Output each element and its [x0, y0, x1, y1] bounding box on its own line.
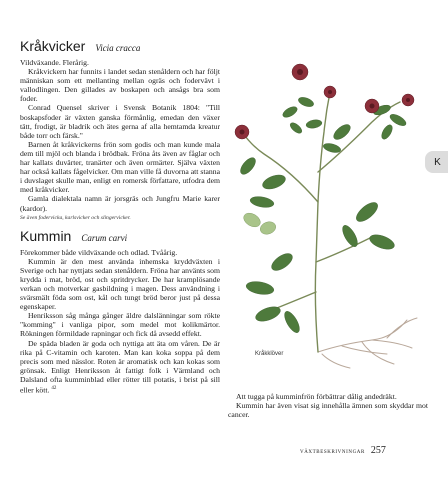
page-number: 257: [370, 445, 386, 456]
section-thumb-tab: K: [425, 151, 448, 173]
entry-latin-name: Vicia cracca: [95, 43, 141, 53]
entry-heading: [20, 228, 220, 244]
right-column: [228, 392, 428, 419]
running-title: VÄXTBESKRIVNINGAR: [300, 450, 365, 455]
entry-paragraph: Att tugga på kumminfrön förbättrar dålig andedräkt.: [236, 392, 397, 401]
paragraph-text: De späda bladen är goda och nyttiga att äta om våren. De är rika på C-vitamin och karoten. Man kan koka soppa på dem precis som med nässlor. Roten är aromatisk och kan kokas som grönsak. Enligt Henriksson åt fattigt folk i Värmland och Dalsland ofta kumminblad eller rötter till potatis, i brist på sill eller kött.: [20, 338, 220, 395]
entry-paragraph: Barnen åt kråkvickerns frön som godis och man kunde mala dem till mjöl och blanda i brödbak. Fröna åts även av fåglar och har kallats duvärter, tranärter och även ormärter. Själva växten har också kallats fågelvicker. Om man ville få duvorna att stanna i duvslaget skulle man, enligt en romersk författare, utfodra dem med kråkvicker.: [20, 139, 220, 195]
entry-paragraph: [20, 339, 220, 395]
entry-paragraph: Henriksson såg många gånger äldre dalslänningar som rökte "komming" i vanliga pipor, som medel mot kolikmärtor. Rökningen förmildade rapningar och fick då avsedd effekt.: [20, 311, 220, 339]
entry-paragraph: Kummin har även visat sig innehålla ämnen som skyddar mot cancer.: [228, 401, 428, 420]
entry-paragraph: Kummin är den mest använda inhemska kryddväxten i Sverige och har nyttjats sedan stenåldern. Fröna har använts som krydda i mat, bröd, ost och spritdrycker. De har kramplösande verkan och motverkar gasbildning i magen. Dess användning i svärsmält föda som ost, kål och tungt bröd beror just på dessa egenskaper.: [20, 256, 220, 312]
entry-title: Kummin: [20, 227, 72, 244]
entry-heading: [20, 38, 220, 54]
entry-paragraph: Kråkvickern har funnits i landet sedan stenåldern och har följt människan som ett mellanting mellan ogräs och fodervävt i vallodlingen. Den gillades av boskapen och ansågs bra som foder.: [20, 67, 220, 104]
entry-paragraph: Conrad Quensel skriver i Svensk Botanik 1804: "Till boskapsfoder är växten ganska förmånlig, emedan den växer tätt, frodigt, är bladrik och ätes gerna af alla hemtamda kreatur både torr och färsk.": [20, 103, 220, 140]
cross-reference-note: Se även fodervicka, karlsvicker och slingervicker.: [20, 214, 131, 221]
herb-illustration: [222, 52, 427, 374]
entry-latin-name: Carum carvi: [81, 232, 128, 243]
illustration-caption: Kråkklöver: [255, 351, 284, 357]
page-footer: [300, 445, 386, 456]
left-column: [20, 38, 220, 395]
footnote-marker: 42: [51, 386, 57, 391]
entry-paragraph: Gamla dialektala namn är jorsgräs och Jungfru Marie karer (kardor).: [20, 194, 220, 213]
entry-paragraph: Vildväxande. Flerårig.: [20, 58, 89, 67]
entry-paragraph: Förekommer både vildväxande och odlad. Tvåårig.: [20, 247, 178, 257]
entry-title: Kråkvicker: [20, 38, 86, 54]
